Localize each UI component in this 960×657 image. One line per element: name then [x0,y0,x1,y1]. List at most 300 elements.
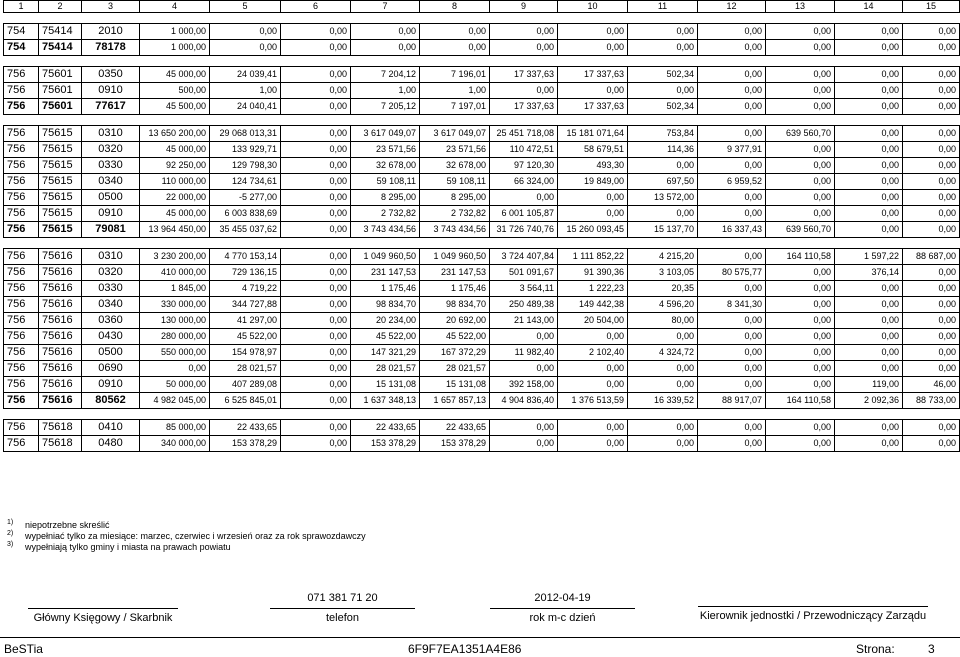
cell: 729 136,15 [210,265,281,281]
cell: 4 770 153,14 [210,249,281,265]
cell: 0,00 [281,265,351,281]
cell: 0,00 [698,24,766,40]
signature-date: 2012-04-19 rok m-c dzień [490,592,635,624]
table-row [4,24,960,40]
cell: 20 234,00 [351,313,420,329]
cell: 0,00 [628,24,698,40]
cell: 17 337,63 [490,99,558,115]
group-spacer [4,409,960,420]
cell: 153 378,29 [351,436,420,452]
spacer-cell [4,13,960,24]
cell: 110 000,00 [140,174,210,190]
spacer-cell [4,56,960,67]
cell: 92 250,00 [140,158,210,174]
cell: 0,00 [903,313,960,329]
signature-line [490,608,635,609]
cell: 0,00 [281,377,351,393]
cell: 15 131,08 [420,377,490,393]
cell: 75616 [39,393,82,409]
cell: 0480 [82,436,140,452]
cell: 756 [4,329,39,345]
cell: 110 472,51 [490,142,558,158]
cell: 0,00 [698,249,766,265]
cell: 20 692,00 [420,313,490,329]
group-spacer [4,56,960,67]
cell: 0,00 [903,174,960,190]
cell: 32 678,00 [420,158,490,174]
table-row [4,158,960,174]
cell: 0,00 [835,126,903,142]
cell: 2 732,82 [351,206,420,222]
signature-line [698,606,928,607]
cell: 75615 [39,158,82,174]
cell: 756 [4,420,39,436]
cell: 1 049 960,50 [351,249,420,265]
cell: 6 001 105,87 [490,206,558,222]
cell: 13 [766,1,835,13]
cell: 756 [4,345,39,361]
cell: 7 204,12 [351,67,420,83]
cell: 75616 [39,329,82,345]
cell: 0500 [82,345,140,361]
cell: 639 560,70 [766,126,835,142]
cell: 0,00 [835,297,903,313]
cell: 1 637 348,13 [351,393,420,409]
cell: 756 [4,281,39,297]
cell: -5 277,00 [210,190,281,206]
cell: 66 324,00 [490,174,558,190]
cell: 0,00 [835,206,903,222]
cell: 8 295,00 [420,190,490,206]
cell: 756 [4,249,39,265]
cell: 756 [4,377,39,393]
cell: 6 003 838,69 [210,206,281,222]
cell: 756 [4,313,39,329]
cell: 0,00 [698,190,766,206]
cell: 75615 [39,126,82,142]
cell: 0,00 [903,142,960,158]
cell: 0,00 [698,329,766,345]
cell: 0,00 [281,142,351,158]
cell: 20 504,00 [558,313,628,329]
cell: 75601 [39,83,82,99]
cell: 410 000,00 [140,265,210,281]
cell: 3 743 434,56 [351,222,420,238]
cell: 45 000,00 [140,142,210,158]
cell: 0,00 [281,40,351,56]
cell: 25 451 718,08 [490,126,558,142]
table-row [4,249,960,265]
table-row [4,313,960,329]
signature-head: Kierownik jednostki / Przewodniczący Zarządu [698,590,928,622]
cell: 0,00 [351,40,420,56]
cell: 0,00 [835,222,903,238]
cell: 0,00 [903,420,960,436]
signature-line [270,608,415,609]
cell: 13 572,00 [628,190,698,206]
report-table [3,0,960,452]
cell: 0310 [82,249,140,265]
cell: 7 205,12 [351,99,420,115]
footnotes [7,520,366,553]
cell: 32 678,00 [351,158,420,174]
cell: 0500 [82,190,140,206]
cell: 0,00 [766,158,835,174]
cell: 45 522,00 [420,329,490,345]
cell: 4 596,20 [628,297,698,313]
cell: 75618 [39,436,82,452]
cell: 0,00 [903,222,960,238]
table-row [4,142,960,158]
cell: 11 982,40 [490,345,558,361]
cell: 1 222,23 [558,281,628,297]
cell: 1 000,00 [140,24,210,40]
cell: 8 295,00 [351,190,420,206]
cell: 6 959,52 [698,174,766,190]
cell: 45 000,00 [140,206,210,222]
page-label: Strona: [856,642,895,656]
cell: 0,00 [281,329,351,345]
cell: 1 049 960,50 [420,249,490,265]
cell: 0,00 [420,40,490,56]
cell: 1 175,46 [351,281,420,297]
cell: 11 [628,1,698,13]
cell: 756 [4,126,39,142]
cell: 0,00 [628,361,698,377]
cell: 756 [4,158,39,174]
cell: 31 726 740,76 [490,222,558,238]
cell: 75616 [39,265,82,281]
cell: 0,00 [490,361,558,377]
cell: 756 [4,99,39,115]
cell: 29 068 013,31 [210,126,281,142]
cell: 0,00 [766,206,835,222]
cell: 75616 [39,313,82,329]
cell: 0,00 [281,345,351,361]
cell: 147 321,29 [351,345,420,361]
cell: 0,00 [903,126,960,142]
cell: 0,00 [903,345,960,361]
cell: 0,00 [698,99,766,115]
table-row [4,67,960,83]
cell: 0,00 [766,83,835,99]
cell: 79081 [82,222,140,238]
cell: 756 [4,83,39,99]
cell: 119,00 [835,377,903,393]
cell: 0,00 [281,158,351,174]
cell: 50 000,00 [140,377,210,393]
cell: 0430 [82,329,140,345]
cell: 407 289,08 [210,377,281,393]
cell: 98 834,70 [420,297,490,313]
cell: 0,00 [628,83,698,99]
cell: 97 120,30 [490,158,558,174]
cell: 756 [4,67,39,83]
cell: 0,00 [903,40,960,56]
cell: 0,00 [903,158,960,174]
cell: 0320 [82,265,140,281]
cell: 0,00 [835,174,903,190]
cell: 330 000,00 [140,297,210,313]
cell: 754 [4,40,39,56]
cell: 13 964 450,00 [140,222,210,238]
cell: 0,00 [835,158,903,174]
cell: 88 733,00 [903,393,960,409]
cell: 0,00 [281,249,351,265]
cell: 0,00 [766,297,835,313]
cell: 20,35 [628,281,698,297]
cell: 0,00 [628,377,698,393]
table-row [4,361,960,377]
cell: 0,00 [698,313,766,329]
cell: 22 433,65 [351,420,420,436]
cell: 4 719,22 [210,281,281,297]
cell: 0910 [82,83,140,99]
cell: 0,00 [490,420,558,436]
cell: 0,00 [766,265,835,281]
cell: 0,00 [698,67,766,83]
cell: 15 137,70 [628,222,698,238]
cell: 7 197,01 [420,99,490,115]
cell: 45 500,00 [140,99,210,115]
cell: 22 000,00 [140,190,210,206]
cell: 0,00 [281,83,351,99]
cell: 0,00 [628,436,698,452]
cell: 6 525 845,01 [210,393,281,409]
cell: 0690 [82,361,140,377]
cell: 0,00 [698,420,766,436]
cell: 756 [4,297,39,313]
cell: 0310 [82,126,140,142]
cell: 75601 [39,67,82,83]
total-row [4,40,960,56]
cell: 0,00 [903,361,960,377]
cell: 756 [4,174,39,190]
cell: 756 [4,142,39,158]
table-row [4,206,960,222]
cell: 1,00 [420,83,490,99]
cell: 114,36 [628,142,698,158]
cell: 0910 [82,377,140,393]
cell: 0,00 [835,345,903,361]
cell: 149 442,38 [558,297,628,313]
cell: 9 [490,1,558,13]
cell: 0,00 [903,83,960,99]
cell: 15 181 071,64 [558,126,628,142]
cell: 3 [82,1,140,13]
cell: 0,00 [490,24,558,40]
spacer-cell [4,409,960,420]
cell: 0360 [82,313,140,329]
cell: 0,00 [558,436,628,452]
cell: 3 564,11 [490,281,558,297]
cell: 0,00 [903,329,960,345]
cell: 754 [4,24,39,40]
cell: 41 297,00 [210,313,281,329]
cell: 0,00 [903,297,960,313]
cell: 0,00 [766,40,835,56]
group-spacer [4,13,960,24]
cell: 500,00 [140,83,210,99]
cell: 8 [420,1,490,13]
cell: 4 324,72 [628,345,698,361]
cell: 8 341,30 [698,297,766,313]
cell: 75615 [39,206,82,222]
cell: 0,00 [558,206,628,222]
cell: 153 378,29 [210,436,281,452]
cell: 0,00 [835,436,903,452]
cell: 0,00 [281,436,351,452]
document-code: 6F9F7EA1351A4E86 [408,642,522,656]
cell: 3 743 434,56 [420,222,490,238]
cell: 0,00 [281,313,351,329]
cell: 59 108,11 [351,174,420,190]
cell: 639 560,70 [766,222,835,238]
footnote: 3) wypełniają tylko gminy i miasta na prawach powiatu [7,541,231,552]
cell: 16 337,43 [698,222,766,238]
signature-phone: 071 381 71 20 telefon [270,592,415,624]
cell: 17 337,63 [558,67,628,83]
cell: 16 339,52 [628,393,698,409]
cell: 88 687,00 [903,249,960,265]
cell: 88 917,07 [698,393,766,409]
cell: 0,00 [835,142,903,158]
cell: 167 372,29 [420,345,490,361]
cell: 75616 [39,361,82,377]
cell: 35 455 037,62 [210,222,281,238]
cell: 0,00 [766,281,835,297]
cell: 280 000,00 [140,329,210,345]
cell: 0,00 [281,206,351,222]
cell: 753,84 [628,126,698,142]
footnote: 1) niepotrzebne skreślić [7,519,110,530]
cell: 0,00 [766,313,835,329]
cell: 77617 [82,99,140,115]
cell: 502,34 [628,99,698,115]
cell: 0,00 [281,393,351,409]
cell: 75616 [39,297,82,313]
cell: 80,00 [628,313,698,329]
cell: 6 [281,1,351,13]
cell: 0,00 [281,297,351,313]
cell: 0,00 [558,361,628,377]
cell: 0,00 [558,420,628,436]
cell: 75618 [39,420,82,436]
cell: 98 834,70 [351,297,420,313]
cell: 154 978,97 [210,345,281,361]
cell: 0,00 [558,329,628,345]
cell: 75616 [39,249,82,265]
cell: 0,00 [698,345,766,361]
cell: 0,00 [835,281,903,297]
cell: 231 147,53 [351,265,420,281]
cell: 0,00 [210,24,281,40]
cell: 0,00 [281,126,351,142]
cell: 2 [39,1,82,13]
cell: 75414 [39,40,82,56]
cell: 344 727,88 [210,297,281,313]
cell: 9 377,91 [698,142,766,158]
cell: 0,00 [558,190,628,206]
cell: 15 131,08 [351,377,420,393]
cell: 4 [140,1,210,13]
cell: 13 650 200,00 [140,126,210,142]
cell: 1 175,46 [420,281,490,297]
table-row [4,190,960,206]
cell: 0,00 [281,222,351,238]
cell: 1 000,00 [140,40,210,56]
cell: 23 571,56 [420,142,490,158]
cell: 22 433,65 [210,420,281,436]
cell: 0,00 [628,329,698,345]
cell: 3 617 049,07 [420,126,490,142]
cell: 3 230 200,00 [140,249,210,265]
cell: 0,00 [835,24,903,40]
cell: 85 000,00 [140,420,210,436]
cell: 28 021,57 [210,361,281,377]
cell: 129 798,30 [210,158,281,174]
cell: 133 929,71 [210,142,281,158]
cell: 3 103,05 [628,265,698,281]
cell: 78178 [82,40,140,56]
cell: 0,00 [698,361,766,377]
cell: 4 215,20 [628,249,698,265]
cell: 0,00 [835,99,903,115]
cell: 0,00 [281,24,351,40]
table-row [4,297,960,313]
table-row [4,174,960,190]
cell: 493,30 [558,158,628,174]
cell: 80 575,77 [698,265,766,281]
cell: 0,00 [490,329,558,345]
cell: 24 040,41 [210,99,281,115]
cell: 0340 [82,174,140,190]
cell: 12 [698,1,766,13]
cell: 0,00 [281,67,351,83]
cell: 0,00 [766,329,835,345]
table-row [4,281,960,297]
cell: 0,00 [766,67,835,83]
cell: 0,00 [490,83,558,99]
cell: 1 597,22 [835,249,903,265]
cell: 4 904 836,40 [490,393,558,409]
cell: 0,00 [766,420,835,436]
cell: 1 845,00 [140,281,210,297]
cell: 756 [4,265,39,281]
cell: 0,00 [351,24,420,40]
cell: 392 158,00 [490,377,558,393]
cell: 3 724 407,84 [490,249,558,265]
cell: 2 102,40 [558,345,628,361]
cell: 1,00 [210,83,281,99]
cell: 0,00 [420,24,490,40]
cell: 0,00 [766,361,835,377]
cell: 0330 [82,281,140,297]
cell: 0,00 [698,126,766,142]
cell: 0,00 [281,281,351,297]
table-row [4,265,960,281]
group-spacer [4,238,960,249]
cell: 550 000,00 [140,345,210,361]
cell: 0,00 [698,40,766,56]
cell: 75601 [39,99,82,115]
cell: 2 092,36 [835,393,903,409]
cell: 21 143,00 [490,313,558,329]
cell: 153 378,29 [420,436,490,452]
cell: 0,00 [210,40,281,56]
cell: 0,00 [903,436,960,452]
cell: 0330 [82,158,140,174]
